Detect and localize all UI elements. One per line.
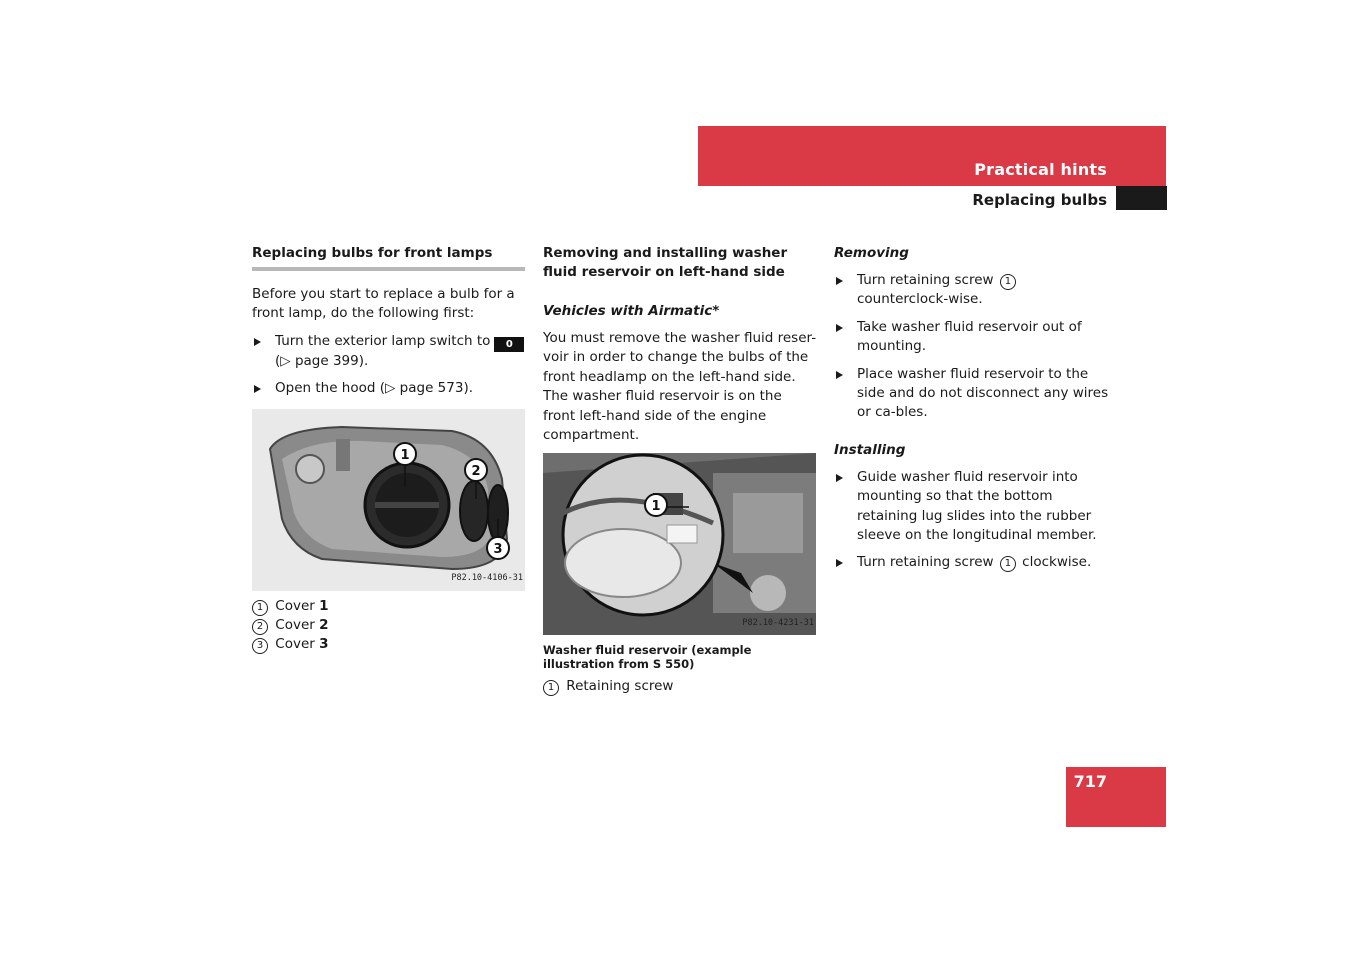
legend-number: 1 [252, 600, 268, 616]
section-title: Practical hints [974, 160, 1107, 179]
step-text: Turn retaining screw [857, 272, 994, 288]
step-text: Place washer fluid reservoir to the side and do not disconnect any wires or ca-bles. [857, 365, 1109, 421]
body-text: You must remove the washer fluid reser-voir in order to change the bulbs of the front headlamp on the left-hand side. The washer fluid reservoir is on the front left-hand side of the engine compartment. [543, 330, 817, 444]
step-text: counterclock-wise. [857, 291, 983, 308]
bullet-arrow-icon [254, 338, 261, 346]
figure-legend [543, 677, 817, 696]
reservoir-figure [543, 453, 816, 635]
column-front-lamps [252, 244, 525, 655]
heading-washer-reservoir: Removing and installing washer fluid reservoir on left-hand side [543, 245, 788, 280]
bullet-arrow-icon [836, 277, 843, 285]
step-text: Guide washer fluid reservoir into mounting so that the bottom retaining lug slides into the rubber sleeve on the longitudinal member. [857, 468, 1097, 544]
page-ref: (▷ page 399). [275, 352, 369, 369]
step-text: clockwise. [1022, 554, 1092, 571]
installing-step-1 [834, 468, 1109, 546]
inline-number: 1 [1000, 274, 1016, 290]
inline-number: 1 [1000, 556, 1016, 572]
legend-label: Cover [275, 597, 315, 614]
column-washer-reservoir [543, 244, 817, 697]
subsection-title: Replacing bulbs [972, 191, 1107, 209]
callout-2: 2 [471, 463, 481, 479]
legend-item [252, 616, 525, 635]
legend-number: 2 [252, 619, 268, 635]
step-text: Open the hood (▷ page 573). [275, 380, 474, 397]
figure-caption: Washer fluid reservoir (example illustration from S 550) [543, 643, 752, 672]
legend-label: Cover [275, 636, 315, 653]
subheading-airmatic: Vehicles with Airmatic* [543, 303, 720, 319]
step-lamp-switch [252, 332, 525, 371]
subsection-tab [1116, 186, 1167, 210]
callout-3: 3 [493, 541, 503, 557]
figure-legend [252, 597, 525, 655]
bullet-arrow-icon [254, 385, 261, 393]
callout-1: 1 [651, 499, 661, 515]
page-number: 717 [1073, 772, 1107, 791]
reservoir-illustration [543, 453, 816, 635]
step-text: Turn the exterior lamp switch to [275, 332, 491, 349]
bullet-arrow-icon [836, 559, 843, 567]
installing-step-2 [834, 553, 1109, 572]
legend-number: 1 [543, 680, 559, 696]
step-open-hood [252, 379, 525, 398]
figure-code: P82.10-4231-31 [742, 618, 814, 629]
legend-item [252, 597, 525, 616]
removing-step-3 [834, 365, 1109, 423]
column-procedure [834, 244, 1109, 573]
heading-rule [252, 267, 525, 271]
step-text: Turn retaining screw [857, 554, 994, 571]
switch-position-badge: 0 [494, 337, 524, 352]
intro-text: Before you start to replace a bulb for a front lamp, do the following first: [252, 286, 515, 322]
figure-code: P82.10-4106-31 [451, 573, 523, 584]
bullet-arrow-icon [836, 371, 843, 379]
headlamp-figure [252, 409, 525, 591]
removing-step-1 [834, 271, 1109, 310]
bullet-arrow-icon [836, 324, 843, 332]
legend-bold: 1 [319, 597, 329, 614]
legend-number: 3 [252, 638, 268, 654]
heading-removing: Removing [834, 245, 909, 261]
removing-step-2 [834, 318, 1109, 357]
legend-label: Cover [275, 617, 315, 634]
step-text: Take washer fluid reservoir out of mounting. [857, 318, 1082, 355]
heading-front-lamps: Replacing bulbs for front lamps [252, 245, 493, 261]
legend-bold: 3 [319, 636, 329, 653]
bullet-arrow-icon [836, 474, 843, 482]
legend-item [252, 635, 525, 654]
legend-label: Retaining screw [566, 678, 674, 695]
legend-bold: 2 [319, 617, 329, 634]
callout-1: 1 [400, 447, 410, 463]
headlamp-illustration [252, 409, 525, 591]
heading-installing: Installing [834, 441, 906, 458]
